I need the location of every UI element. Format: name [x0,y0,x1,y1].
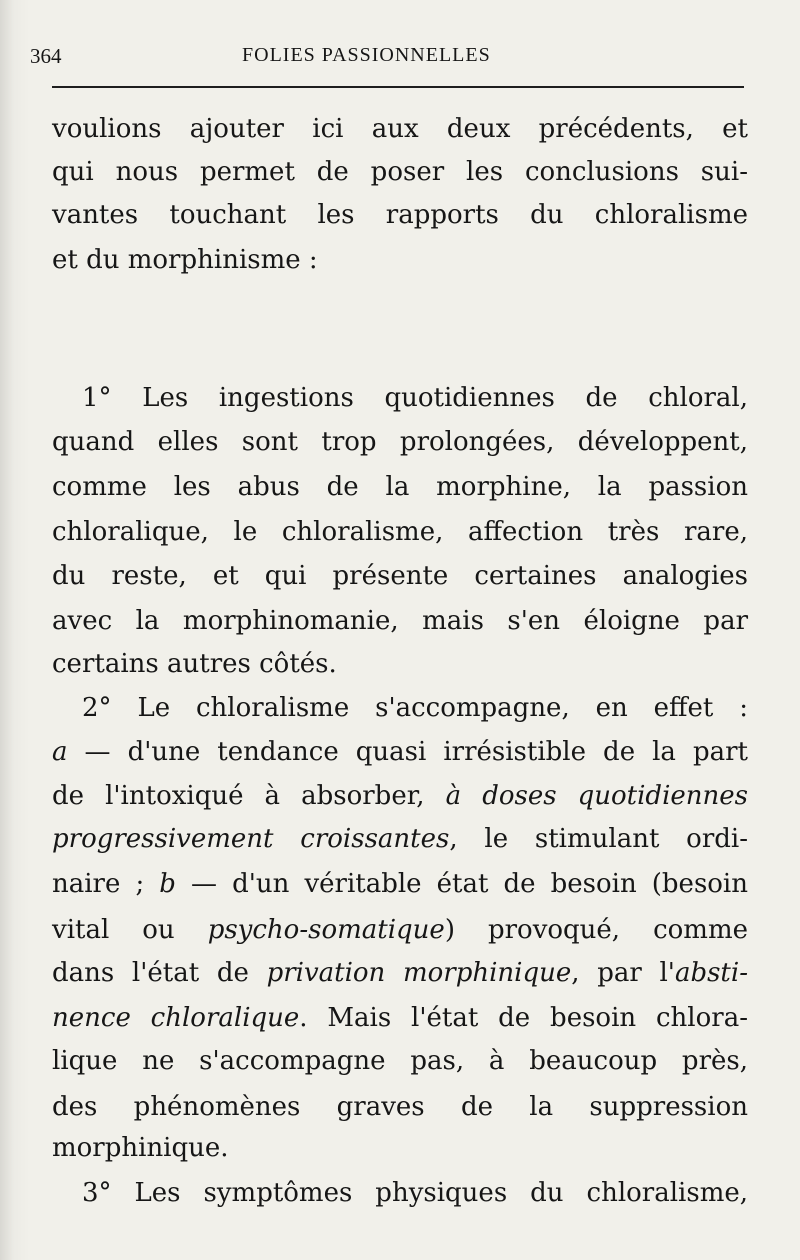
text-line [52,909,748,951]
text-line [52,466,748,508]
italic-text: absti- [674,958,748,988]
line-text: des phénomènes graves de la suppression [52,1092,748,1122]
line-text: vital ou [52,915,208,945]
line-text: — d'un véritable état de besoin (besoin [175,869,748,899]
line-text: . Mais l'état de besoin chlora- [299,1003,748,1033]
line-text: vantes touchant les rapports du chloralisme [52,200,748,230]
page-number: 364 [30,44,62,68]
line-text: ) provoqué, comme [444,915,748,945]
text-line [82,377,748,419]
line-text: chloralique, le chloralisme, affection très rare, [52,517,748,547]
line-text: certains autres côtés. [52,649,337,679]
line-text: qui nous permet de poser les conclusions sui- [52,157,748,187]
line-text: dans l'état de [52,958,267,988]
line-text: et du morphinisme : [52,245,318,275]
text-line [52,731,748,773]
italic-text: à doses quotidiennes [445,781,748,811]
italic-text: nence chloralique [52,1003,300,1033]
text-line [52,1086,748,1128]
text-line [52,775,748,817]
line-text: , par l' [571,958,675,988]
text-line [52,239,748,281]
line-text: — d'une tendance quasi irrésistible de la part [67,737,748,767]
line-text: de l'intoxiqué à absorber, [52,781,446,811]
header-rule [52,86,744,88]
text-line [52,151,748,193]
line-text: comme les abus de la morphine, la passion [52,472,748,502]
line-text: lique ne s'accompagne pas, à beaucoup près, [52,1046,748,1076]
line-text: 1° Les ingestions quotidiennes de chloral, [82,383,748,413]
text-line [52,818,748,860]
running-title: FOLIES PASSIONNELLES [242,44,491,66]
line-text: du reste, et qui présente certaines analogies [52,561,748,591]
text-line [52,421,748,463]
text-line [52,511,748,553]
line-text: quand elles sont trop prolongées, développent, [52,427,748,457]
line-text: naire ; [52,869,160,899]
text-line [52,1040,748,1082]
text-line [52,555,748,597]
text-line [52,952,748,994]
text-line [52,863,748,905]
italic-text: psycho-somatique [207,915,445,945]
line-text: 3° Les symptômes physiques du chloralisme, [82,1178,748,1208]
text-line [52,1127,748,1169]
line-text: voulions ajouter ici aux deux précédents, et [52,114,748,144]
italic-text: a [52,737,68,767]
text-line [52,108,748,150]
line-text: morphinique. [52,1133,229,1163]
line-text: avec la morphinomanie, mais s'en éloigne par [52,606,748,636]
text-line [52,997,748,1039]
text-line [52,600,748,642]
running-head [30,38,752,72]
italic-text: progressivement croissantes [52,824,450,854]
italic-text: b [159,869,176,899]
line-text: 2° Le chloralisme s'accompagne, en effet : [82,693,748,723]
line-text: , le stimulant ordi- [449,824,748,854]
text-line [82,687,748,729]
italic-text: privation morphinique [266,958,572,988]
text-line [82,1172,748,1214]
text-line [52,643,748,685]
text-line [52,194,748,236]
